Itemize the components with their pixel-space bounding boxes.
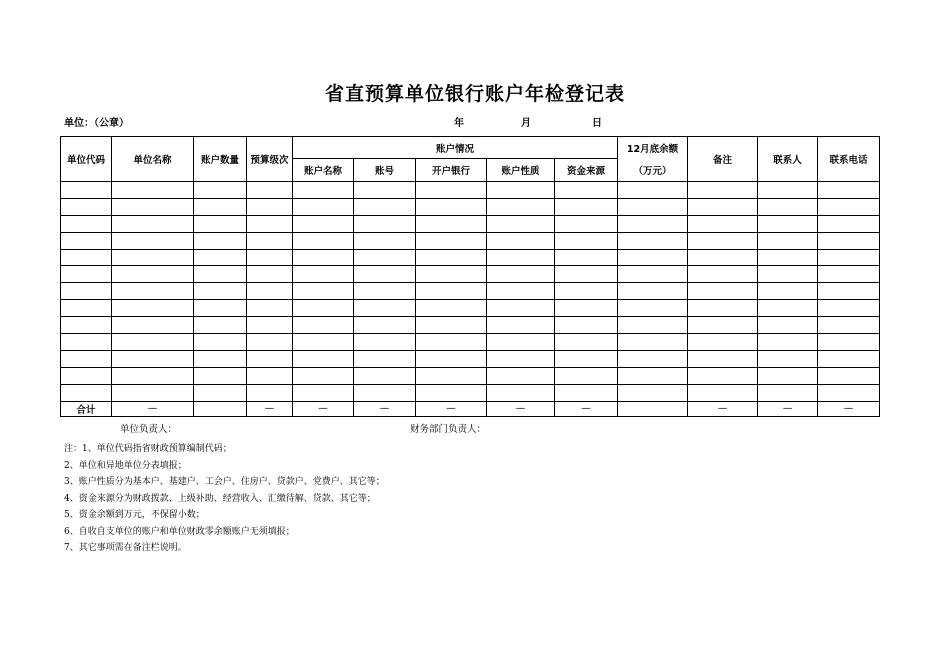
table-cell[interactable] [818,334,880,351]
table-cell[interactable] [758,232,818,249]
date-day-label: 日 [592,118,602,129]
table-cell[interactable] [194,350,247,367]
table-cell[interactable] [194,249,247,266]
table-cell[interactable] [688,266,758,283]
table-cell[interactable] [247,182,293,199]
table-cell[interactable] [758,367,818,384]
table-cell[interactable] [61,182,112,199]
table-cell[interactable] [818,283,880,300]
table-cell[interactable] [354,198,416,215]
header-balance-line1: 12月底余额 [626,144,679,155]
total-cell: — [555,401,618,416]
note-line: 注：1、单位代码指省财政预算编制代码； [64,444,232,454]
total-cell [618,401,688,416]
table-cell[interactable] [818,232,880,249]
table-cell[interactable] [112,198,194,215]
table-cell[interactable] [487,232,555,249]
form-title: 省直预算单位银行账户年检登记表 [324,83,625,105]
table-cell[interactable] [293,384,354,401]
table-cell[interactable] [194,334,247,351]
table-cell[interactable] [416,367,487,384]
table-row [61,232,880,249]
date-year-label: 年 [454,118,464,129]
table-cell[interactable] [555,266,618,283]
table-cell[interactable] [61,249,112,266]
header-opening-bank: 开户银行 [416,159,487,182]
table-cell[interactable] [487,300,555,317]
table-cell[interactable] [61,198,112,215]
table-cell[interactable] [818,249,880,266]
header-fund-source: 资金来源 [555,159,618,182]
table-cell[interactable] [293,182,354,199]
table-cell[interactable] [758,266,818,283]
table-cell[interactable] [618,384,688,401]
table-cell[interactable] [416,182,487,199]
table-cell[interactable] [618,300,688,317]
table-cell[interactable] [688,384,758,401]
table-cell[interactable] [112,350,194,367]
table-cell[interactable] [416,215,487,232]
table-cell[interactable] [487,317,555,334]
table-cell[interactable] [247,215,293,232]
table-cell[interactable] [354,232,416,249]
table-cell[interactable] [758,283,818,300]
total-cell: — [487,401,555,416]
table-cell[interactable] [555,182,618,199]
table-cell[interactable] [61,215,112,232]
table-cell[interactable] [354,215,416,232]
table-cell[interactable] [354,182,416,199]
table-cell[interactable] [194,367,247,384]
table-cell[interactable] [818,384,880,401]
table-row [61,317,880,334]
table-row [61,215,880,232]
total-cell: — [247,401,293,416]
table-cell[interactable] [487,249,555,266]
table-cell[interactable] [555,300,618,317]
total-row [61,401,880,416]
table-cell[interactable] [487,182,555,199]
table-cell[interactable] [61,266,112,283]
table-cell[interactable] [293,317,354,334]
table-cell[interactable] [487,266,555,283]
table-cell[interactable] [487,367,555,384]
table-cell[interactable] [416,266,487,283]
table-cell[interactable] [61,232,112,249]
table-cell[interactable] [293,367,354,384]
header-remarks: 备注 [688,137,758,182]
table-cell[interactable] [618,215,688,232]
table-cell[interactable] [818,317,880,334]
table-cell[interactable] [688,367,758,384]
table-cell[interactable] [112,317,194,334]
table-cell[interactable] [688,249,758,266]
table-cell[interactable] [688,215,758,232]
table-cell[interactable] [247,350,293,367]
table-cell[interactable] [247,232,293,249]
table-cell[interactable] [61,334,112,351]
table-cell[interactable] [758,249,818,266]
table-cell[interactable] [758,182,818,199]
registration-table [60,136,880,417]
total-cell: — [416,401,487,416]
table-cell[interactable] [618,350,688,367]
header-unit-name: 单位名称 [112,137,194,182]
table-cell[interactable] [555,283,618,300]
table-cell[interactable] [112,266,194,283]
table-cell[interactable] [61,367,112,384]
finance-head-signature: 财务部门负责人： [410,424,487,435]
table-cell[interactable] [112,384,194,401]
table-cell[interactable] [618,283,688,300]
notes-section [64,441,385,557]
table-cell[interactable] [487,198,555,215]
total-cell: — [112,401,194,416]
table-cell[interactable] [487,350,555,367]
table-cell[interactable] [354,384,416,401]
table-row [61,384,880,401]
table-cell[interactable] [416,198,487,215]
table-cell[interactable] [688,300,758,317]
total-cell: — [758,401,818,416]
table-cell[interactable] [247,317,293,334]
table-cell[interactable] [555,317,618,334]
date-month-label: 月 [521,118,531,129]
note-line: 2、单位和异地单位分表填报； [64,460,187,471]
table-cell[interactable] [818,350,880,367]
note-line: 7、其它事项需在备注栏说明。 [64,543,187,553]
header-account-number: 账号 [354,159,416,182]
table-cell[interactable] [618,317,688,334]
total-cell: — [293,401,354,416]
total-label: 合计 [61,401,112,416]
table-cell[interactable] [758,317,818,334]
table-row [61,350,880,367]
total-cell: — [354,401,416,416]
table-cell[interactable] [818,182,880,199]
table-cell[interactable] [354,350,416,367]
table-cell[interactable] [555,249,618,266]
table-cell[interactable] [555,350,618,367]
table-cell[interactable] [194,283,247,300]
table-cell[interactable] [112,182,194,199]
table-cell[interactable] [247,249,293,266]
table-cell[interactable] [618,198,688,215]
table-cell[interactable] [61,300,112,317]
table-row [61,334,880,351]
table-cell[interactable] [194,266,247,283]
table-cell[interactable] [487,215,555,232]
table-cell[interactable] [758,384,818,401]
table-cell[interactable] [818,198,880,215]
table-cell[interactable] [688,198,758,215]
header-balance-unit: （万元） [633,166,672,177]
table-cell[interactable] [247,266,293,283]
table-cell[interactable] [61,317,112,334]
table-cell[interactable] [758,215,818,232]
header-unit-code: 单位代码 [61,137,112,182]
table-row [61,182,880,199]
table-cell[interactable] [688,232,758,249]
table-cell[interactable] [416,384,487,401]
header-phone: 联系电话 [818,137,880,182]
table-cell[interactable] [618,367,688,384]
table-row [61,249,880,266]
note-line: 5、资金余额到万元，不保留小数； [64,510,205,520]
table-cell[interactable] [354,300,416,317]
table-cell[interactable] [818,300,880,317]
table-cell[interactable] [112,300,194,317]
table-cell[interactable] [194,300,247,317]
table-cell[interactable] [354,334,416,351]
table-cell[interactable] [416,334,487,351]
table-cell[interactable] [293,350,354,367]
table-cell[interactable] [618,249,688,266]
unit-seal-label: 单位：（公章） [64,118,129,129]
table-cell[interactable] [293,283,354,300]
table-cell[interactable] [112,334,194,351]
table-cell[interactable] [758,350,818,367]
table-cell[interactable] [618,182,688,199]
table-cell[interactable] [247,198,293,215]
table-cell[interactable] [194,317,247,334]
table-cell[interactable] [293,215,354,232]
table-cell[interactable] [688,350,758,367]
table-cell[interactable] [618,266,688,283]
header-account-count: 账户数量 [194,137,247,182]
table-row [61,266,880,283]
table-cell[interactable] [247,300,293,317]
table-cell[interactable] [293,232,354,249]
table-cell[interactable] [555,198,618,215]
table-cell[interactable] [758,198,818,215]
total-cell: — [688,401,758,416]
note-line: 3、账户性质分为基本户、基建户、工会户、住房户、贷款户、党费户、其它等； [64,477,385,487]
table-cell[interactable] [688,334,758,351]
table-cell[interactable] [194,384,247,401]
table-cell[interactable] [112,215,194,232]
header-contact: 联系人 [758,137,818,182]
table-cell[interactable] [293,334,354,351]
header-account-name: 账户名称 [293,159,354,182]
table-cell[interactable] [354,317,416,334]
table-cell[interactable] [555,232,618,249]
table-cell[interactable] [354,249,416,266]
table-row [61,300,880,317]
table-cell[interactable] [354,266,416,283]
header-account-info: 账户情况 [293,137,618,159]
table-cell[interactable] [688,283,758,300]
table-cell[interactable] [555,334,618,351]
header-account-type: 账户性质 [487,159,555,182]
unit-head-signature: 单位负责人： [120,424,178,435]
table-cell[interactable] [416,350,487,367]
table-cell[interactable] [818,266,880,283]
table-row [61,198,880,215]
table-cell[interactable] [61,350,112,367]
table-cell[interactable] [293,249,354,266]
table-cell[interactable] [416,232,487,249]
table-cell[interactable] [194,198,247,215]
table-cell[interactable] [416,300,487,317]
table-cell[interactable] [293,300,354,317]
table-cell[interactable] [416,283,487,300]
table-cell[interactable] [247,334,293,351]
table-cell[interactable] [818,215,880,232]
table-cell[interactable] [758,334,818,351]
table-cell[interactable] [247,367,293,384]
table-cell[interactable] [555,367,618,384]
table-cell[interactable] [688,182,758,199]
table-cell[interactable] [487,384,555,401]
table-cell[interactable] [354,367,416,384]
header-balance [618,137,688,182]
header-budget-level: 预算级次 [247,137,293,182]
table-cell[interactable] [416,317,487,334]
table-cell[interactable] [293,198,354,215]
table-cell[interactable] [247,283,293,300]
total-cell: — [818,401,880,416]
table-cell[interactable] [618,334,688,351]
table-cell[interactable] [818,367,880,384]
table-cell[interactable] [112,367,194,384]
table-cell[interactable] [112,232,194,249]
table-cell[interactable] [487,334,555,351]
note-line: 6、自收自支单位的账户和单位财政零余额账户无须填报； [64,526,295,537]
note-line: 4、资金来源分为财政拨款、上级补助、经营收入、汇缴待解、贷款、其它等； [64,493,376,504]
table-cell[interactable] [487,283,555,300]
table-row [61,367,880,384]
table-cell[interactable] [112,249,194,266]
table-cell[interactable] [194,232,247,249]
table-row [61,283,880,300]
table-cell[interactable] [112,283,194,300]
table-cell[interactable] [758,300,818,317]
table-cell[interactable] [293,266,354,283]
table-cell[interactable] [61,384,112,401]
table-cell[interactable] [555,215,618,232]
table-cell[interactable] [194,182,247,199]
total-cell [194,401,247,416]
table-cell[interactable] [61,283,112,300]
table-cell[interactable] [618,232,688,249]
table-cell[interactable] [194,215,247,232]
table-cell[interactable] [555,384,618,401]
table-cell[interactable] [688,317,758,334]
table-cell[interactable] [354,283,416,300]
table-cell[interactable] [247,384,293,401]
table-cell[interactable] [416,249,487,266]
